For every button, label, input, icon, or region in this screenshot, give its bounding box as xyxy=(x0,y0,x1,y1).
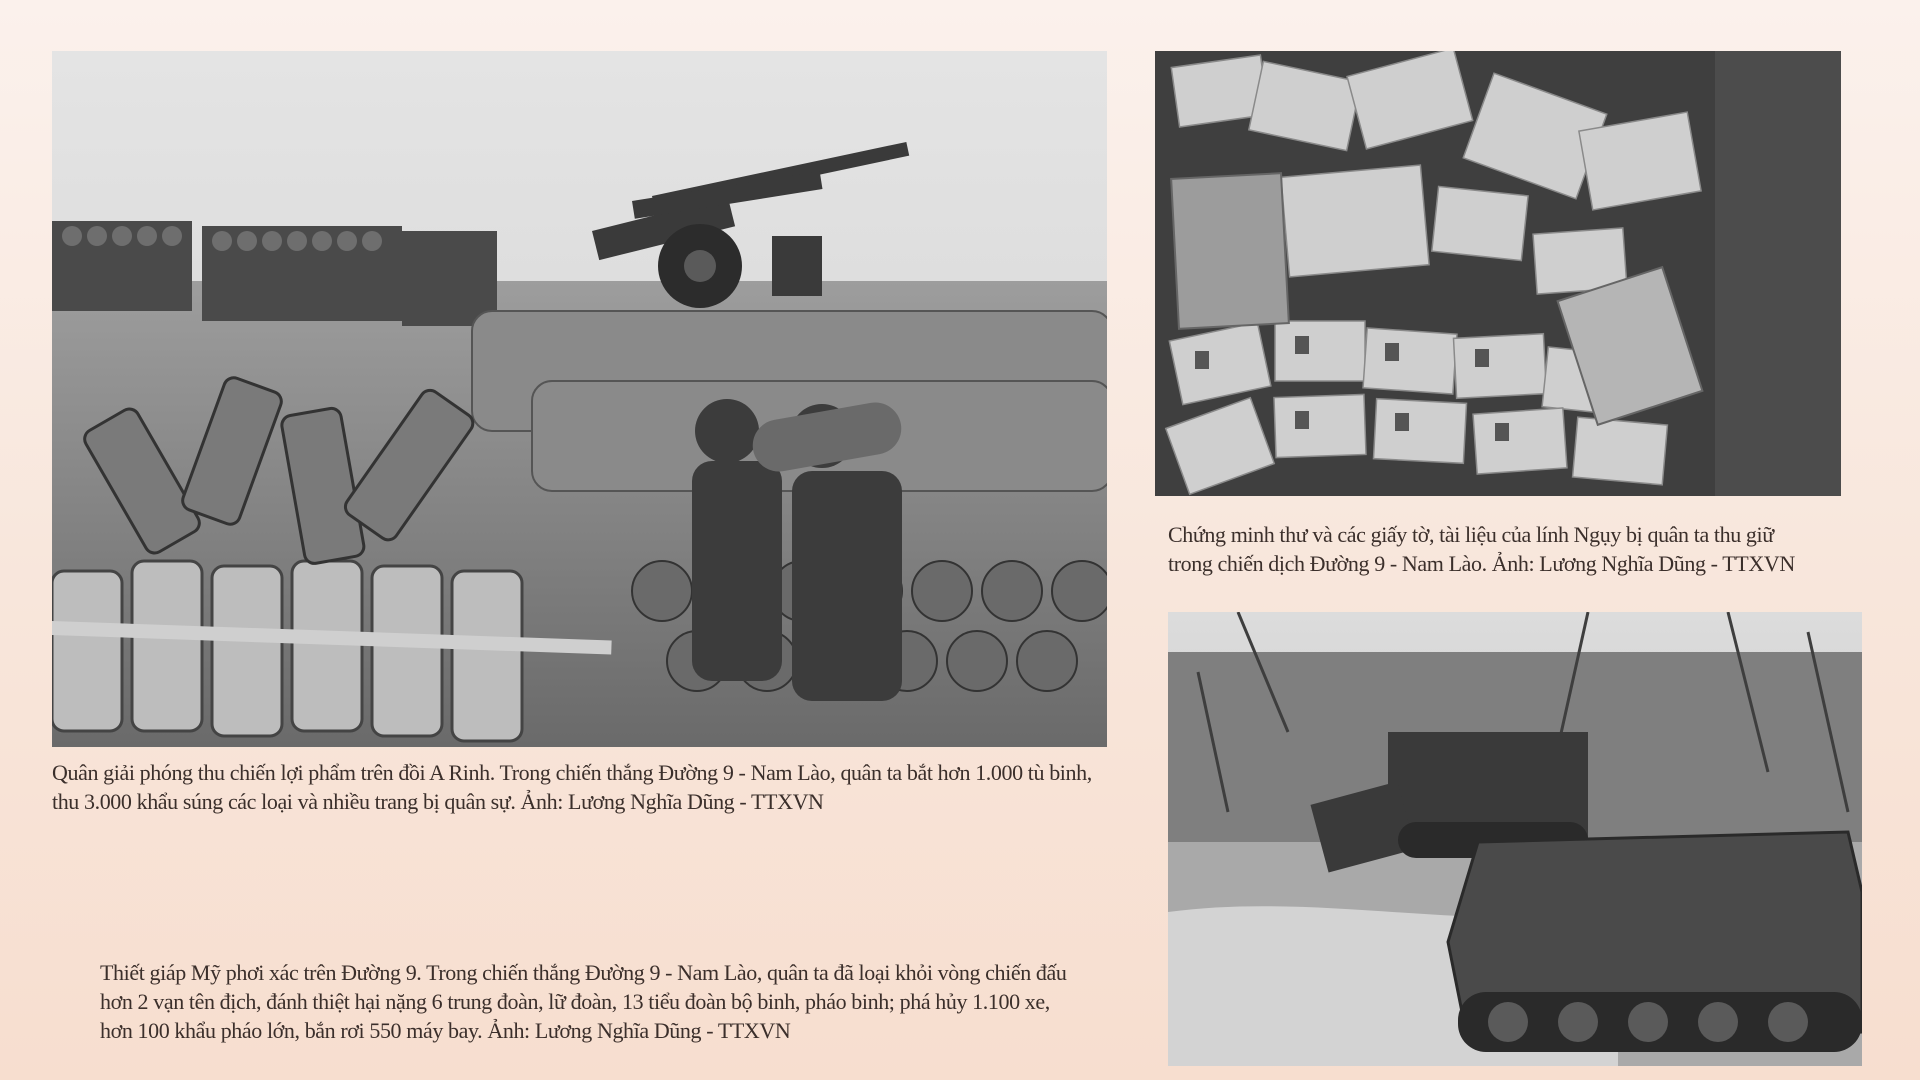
caption-line: Chứng minh thư và các giấy tờ, tài liệu của lính Ngụy bị quân ta thu giữ xyxy=(1168,522,1774,547)
photo-captured-documents xyxy=(1155,51,1841,496)
caption-line: Quân giải phóng thu chiến lợi phẩm trên đồi A Rinh. Trong chiến thắng Đường 9 - Nam Lào, quân ta bắt hơn 1.000 tù binh, xyxy=(52,760,1092,785)
caption-documents xyxy=(1168,520,1868,578)
caption-artillery xyxy=(52,758,1132,816)
caption-line: hơn 100 khẩu pháo lớn, bắn rơi 550 máy bay. Ảnh: Lương Nghĩa Dũng - TTXVN xyxy=(100,1018,791,1043)
caption-line: hơn 2 vạn tên địch, đánh thiệt hại nặng 6 trung đoàn, lữ đoàn, 13 tiểu đoàn bộ binh, pháo binh; phá hủy 1.100 xe, xyxy=(100,989,1050,1014)
caption-line: Thiết giáp Mỹ phơi xác trên Đường 9. Trong chiến thắng Đường 9 - Nam Lào, quân ta đã loại khỏi vòng chiến đấu xyxy=(100,960,1067,985)
caption-line: trong chiến dịch Đường 9 - Nam Lào. Ảnh: Lương Nghĩa Dũng - TTXVN xyxy=(1168,551,1795,576)
photo-destroyed-armor xyxy=(1168,612,1862,1066)
caption-line: thu 3.000 khẩu súng các loại và nhiều trang bị quân sự. Ảnh: Lương Nghĩa Dũng - TTXVN xyxy=(52,789,824,814)
photo-captured-artillery xyxy=(52,51,1107,747)
caption-tanks xyxy=(100,958,1160,1045)
